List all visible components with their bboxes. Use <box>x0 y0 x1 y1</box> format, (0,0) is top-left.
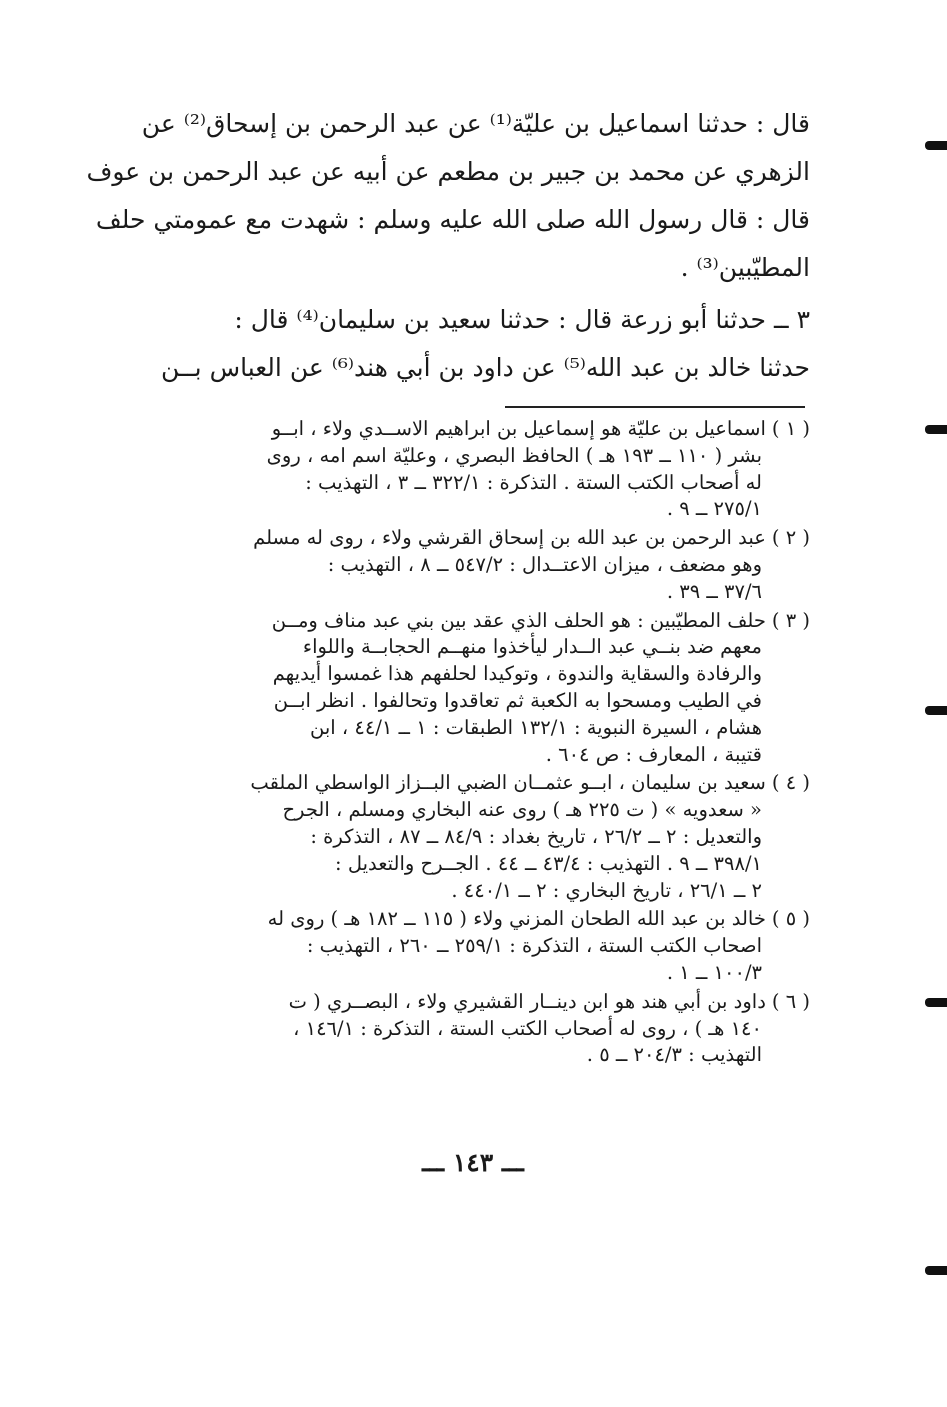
footnote-text: ١٤٠ هـ ) ، روى له أصحاب الكتب الستة ، التذكرة : ١٤٦/١ ، <box>293 1016 762 1040</box>
footnote-text: التهذيب : ٢٠٤/٣ ــ ٥ . <box>586 1043 762 1067</box>
footnote-number: ( ٣ ) <box>771 608 810 632</box>
text-line: ٣ ــ حدثنا أبو زرعة قال : حدثنا سعيد بن سليمان⁽⁴⁾ قال : <box>234 305 810 334</box>
footnote-number: ( ١ ) <box>771 417 810 440</box>
main-paragraph-2 <box>160 296 810 392</box>
footnote-5 <box>160 906 810 986</box>
scan-edge-mark <box>925 425 947 434</box>
scan-edge-mark <box>925 1266 947 1275</box>
scan-edge-mark <box>925 141 947 150</box>
footnote-number: ( ٢ ) <box>771 526 810 550</box>
footnote-text: ٢ ــ ٢٦/١ ، تاريخ البخاري : ٢ ــ ٤٤٠/١ . <box>451 878 762 902</box>
footnote-text: قتيبة ، المعارف : ص ٦٠٤ . <box>545 742 762 766</box>
text-line: الزهري عن محمد بن جبير بن مطعم عن أبيه عن عبد الرحمن بن عوف <box>86 157 810 186</box>
footnote-3 <box>160 608 810 769</box>
footnote-text: ٢٧٥/١ ــ ٩ . <box>666 497 762 521</box>
footnote-text: والتعديل : ٢ ــ ٢٦/٢ ، تاريخ بغداد : ٨٤/٩ ــ ٨٧ ، التذكرة : <box>310 824 762 848</box>
footnote-text: سعيد بن سليمان ، ابــو عثمــان الضبي البــزاز الواسطي الملقب <box>250 771 766 795</box>
footnote-text: ١٠٠/٣ ــ ١ . <box>666 960 762 984</box>
footnote-1 <box>160 416 810 523</box>
footnote-divider <box>505 406 805 408</box>
footnote-text: حلف المطيّبين : هو الحلف الذي عقد بين بني عبد مناف ومــن <box>271 608 766 632</box>
footnotes <box>160 416 810 1071</box>
text-line: حدثنا خالد بن عبد الله⁽⁵⁾ عن داود بن أبي هند⁽⁶⁾ عن العباس بــن <box>160 353 810 382</box>
footnote-text: بشر ( ١١٠ ــ ١٩٣ هـ ) الحافظ البصري ، وعليّة اسم امه ، روى <box>266 443 762 467</box>
footnote-4 <box>160 770 810 904</box>
footnote-number: ( ٦ ) <box>771 989 810 1013</box>
footnote-number: ( ٤ ) <box>771 771 810 795</box>
text-line: قال : قال رسول الله صلى الله عليه وسلم : شهدت مع عمومتي حلف <box>95 205 810 234</box>
footnote-text: اسماعيل بن عليّة هو إسماعيل بن ابراهيم الاســدي ولاء ، ابــو <box>271 417 766 440</box>
scan-edge-mark <box>925 998 947 1007</box>
footnote-text: وهو مضعف ، ميزان الاعتــدال : ٥٤٧/٢ ــ ٨ ، التهذيب : <box>327 552 762 576</box>
footnote-2 <box>160 525 810 605</box>
scan-edge-mark <box>925 706 947 715</box>
footnote-text: هشام ، السيرة النبوية : ١٣٢/١ الطبقات : ١ ــ ٤٤/١ ، ابن <box>310 715 762 739</box>
footnote-text: « سعدويه » ( ت ٢٢٥ هـ ) روى عنه البخاري ومسلم ، الجرح <box>282 798 762 822</box>
footnote-text: ٣٩٨/١ ــ ٩ . التهذيب : ٤٣/٤ ــ ٤٤ . الجــرح والتعديل : <box>335 851 762 875</box>
page-number: ـــ ١٤٣ ـــ <box>422 1148 524 1177</box>
footnote-text: داود بن أبي هند هو ابن دينــار القشيري ولاء ، البصــري ( ت <box>288 989 766 1013</box>
footnote-6 <box>160 989 810 1069</box>
main-paragraph-1 <box>86 100 810 292</box>
footnote-text: عبد الرحمن بن عبد الله بن إسحاق القرشي ولاء ، روى له مسلم <box>253 526 766 550</box>
footnote-text: والرفادة والسقاية والندوة ، وتوكيدا لحلفهم هذا غمسوا أيديهم <box>272 662 762 686</box>
footnote-text: خالد بن عبد الله الطحان المزني ولاء ( ١١٥ ــ ١٨٢ هـ ) روى له <box>267 907 766 931</box>
text-line: قال : حدثنا اسماعيل بن عليّة⁽¹⁾ عن عبد الرحمن بن إسحاق⁽²⁾ عن <box>141 109 810 138</box>
footnote-text: اصحاب الكتب الستة ، التذكرة : ٢٥٩/١ ــ ٢٦٠ ، التهذيب : <box>306 934 762 958</box>
footnote-number: ( ٥ ) <box>771 907 810 931</box>
footnote-text: معهم ضد بنــي عبد الــدار ليأخذوا منهــم الحجابــة واللواء <box>302 635 762 659</box>
footnote-text: له أصحاب الكتب الستة . التذكرة : ٣٢٢/١ ــ ٣ ، التهذيب : <box>305 470 762 494</box>
footnote-text: في الطيب ومسحوا به الكعبة ثم تعاقدوا وتحالفوا . انظر ابــن <box>273 688 762 712</box>
text-line: المطيّبين⁽³⁾ . <box>680 253 810 282</box>
footnote-text: ٣٧/٦ ــ ٣٩ . <box>666 579 762 603</box>
